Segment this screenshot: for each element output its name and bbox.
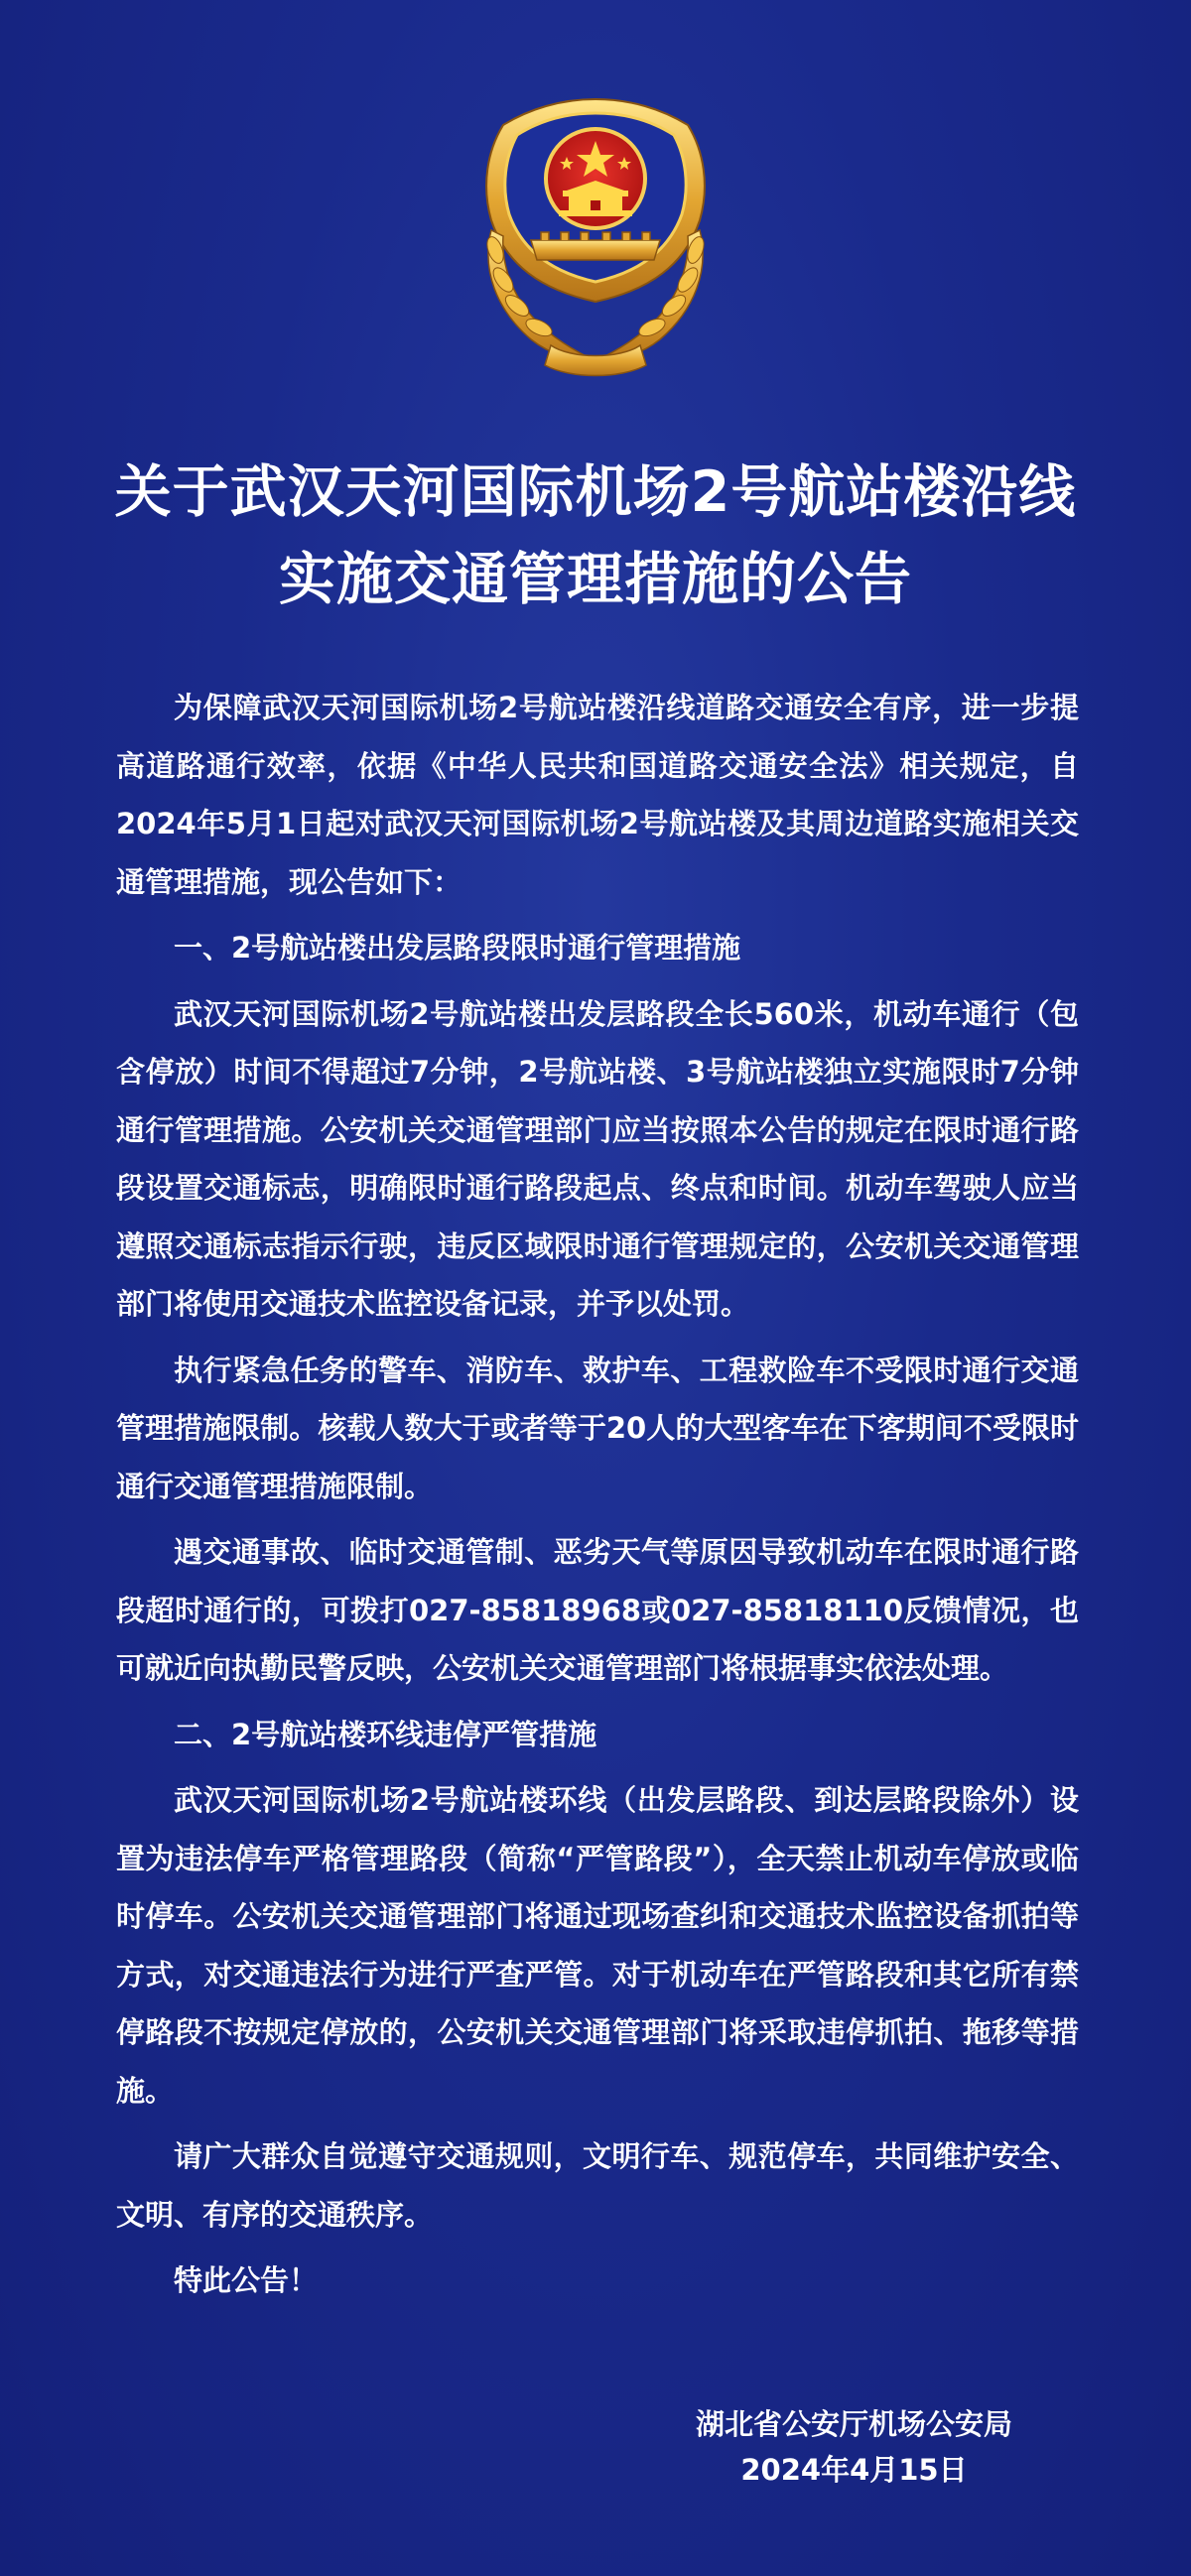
signature-block <box>696 2401 1012 2493</box>
body-paragraph: 武汉天河国际机场2号航站楼出发层路段全长560米，机动车通行（包含停放）时间不得超过7分钟，2号航站楼、3号航站楼独立实施限时7分钟通行管理措施。公安机关交通管理部门应当按照本公告的规定在限时通行路段设置交通标志，明确限时通行路段起点、终点和时间。机动车驾驶人应当遵照交通标志指示行驶，违反区域限时通行管理规定的，公安机关交通管理部门将使用交通技术监控设备记录，并予以处罚。 <box>116 996 1079 1321</box>
closing-paragraph: 请广大群众自觉遵守交通规则，文明行车、规范停车，共同维护安全、文明、有序的交通秩序。 <box>116 2139 1079 2232</box>
body-paragraph: 执行紧急任务的警车、消防车、救护车、工程救险车不受限时通行交通管理措施限制。核载人数大于或者等于20人的大型客车在下客期间不受限时通行交通管理措施限制。 <box>116 1352 1079 1503</box>
body-paragraph: 遇交通事故、临时交通管制、恶劣天气等原因导致机动车在限时通行路段超时通行的，可拨打027-85818968或027-85818110反馈情况，也可就近向执勤民警反映，公安机关交通管理部门将根据事实依法处理。 <box>116 1535 1079 1685</box>
title-line-1: 关于武汉天河国际机场2号航站楼沿线 <box>114 459 1077 525</box>
closing-statement: 特此公告！ <box>174 2263 319 2297</box>
intro-paragraph: 为保障武汉天河国际机场2号航站楼沿线道路交通安全有序，进一步提高道路通行效率，依据《中华人民共和国道路交通安全法》相关规定，自2024年5月1日起对武汉天河国际机场2号航站楼及其周边道路实施相关交通管理措施，现公告如下： <box>116 691 1079 899</box>
title-line-2: 实施交通管理措施的公告 <box>279 547 912 612</box>
issue-date: 2024年4月15日 <box>740 2453 968 2487</box>
section-heading-1: 一、2号航站楼出发层路段限时通行管理措施 <box>174 931 741 965</box>
issuing-organization: 湖北省公安厅机场公安局 <box>695 2407 1012 2441</box>
police-emblem-icon <box>452 91 739 379</box>
announcement-body <box>116 679 1079 2318</box>
body-paragraph: 武汉天河国际机场2号航站楼环线（出发层路段、到达层路段除外）设置为违法停车严格管理路段（简称“严管路段”），全天禁止机动车停放或临时停车。公安机关交通管理部门将通过现场查纠和交通技术监控设备抓拍等方式，对交通违法行为进行严查严管。对于机动车在严管路段和其它所有禁停路段不按规定停放的，公安机关交通管理部门将采取违停抓拍、拖移等措施。 <box>116 1783 1079 2108</box>
section-heading-2: 二、2号航站楼环线违停严管措施 <box>174 1717 597 1751</box>
page-title <box>0 449 1191 623</box>
